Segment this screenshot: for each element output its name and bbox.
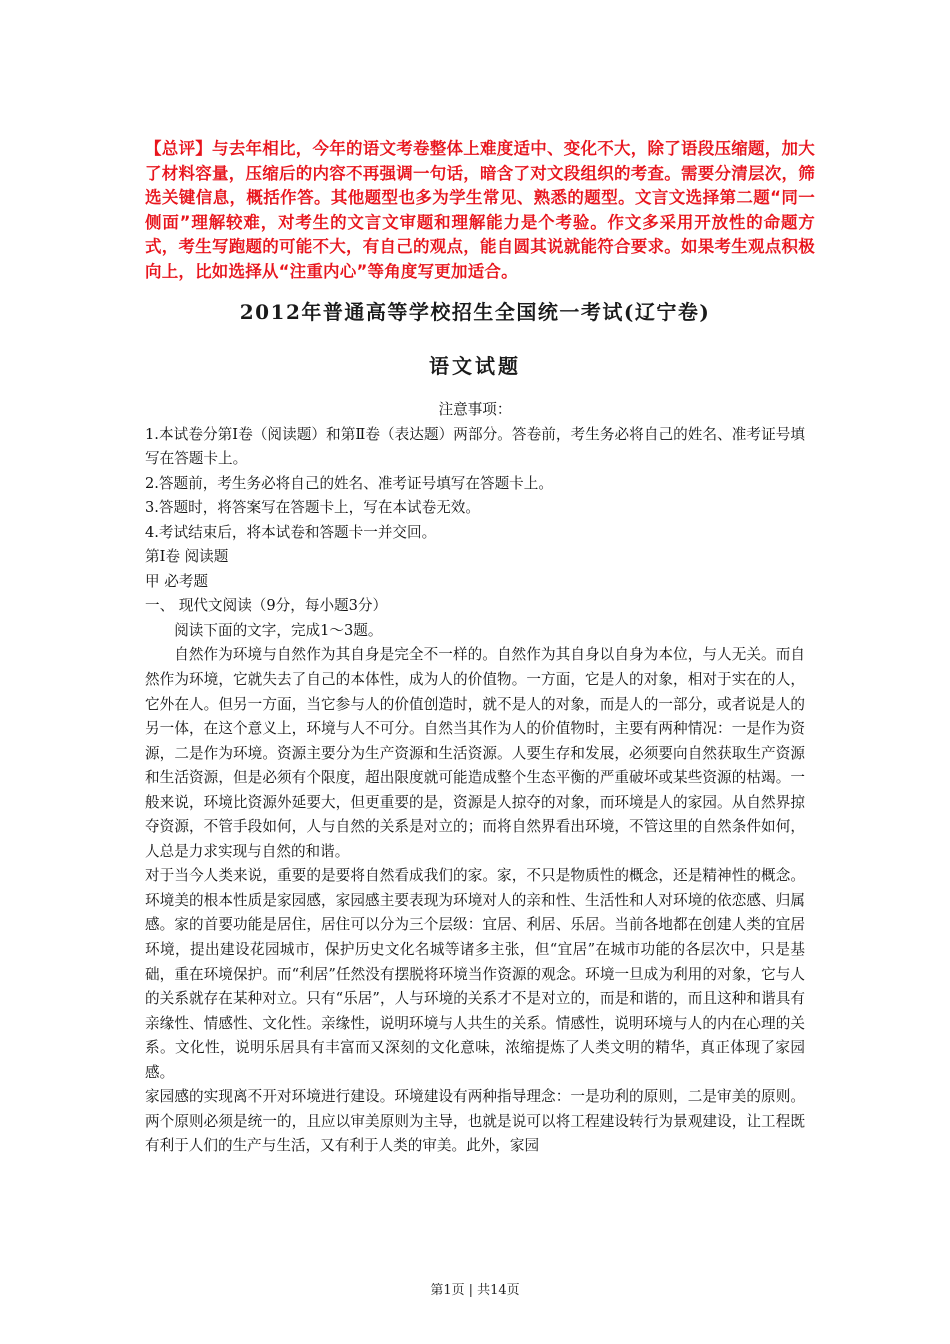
review-comment: 【总评】与去年相比，今年的语文考卷整体上难度适中、变化不大，除了语段压缩题，加大了材料容量，压缩后的内容不再强调一句话，暗含了对文段组织的考查。需要分清层次，筛选关键信息，概括作答。其他题型也多为学生常见、熟悉的题型。文言文选择第二题“同一侧面”理解较难，对考生的文言文审题和理解能力是个考验。作文多采用开放性的命题方式，考生写跑题的可能不大，有自己的观点，能自圆其说就能符合要求。如果考生观点积极向上，比如选择从“注重内心”等角度写更加适合。 [145, 139, 815, 281]
footer-total-prefix: 共 [477, 1283, 491, 1298]
section-heading: 甲 必考题 [145, 572, 209, 590]
notice-item: 2.答题前，考生务必将自己的姓名、准考证号填写在答题卡上。 [145, 474, 553, 492]
exam-body [145, 398, 805, 1159]
exam-title: 2012年普通高等学校招生全国统一考试(辽宁卷) [239, 300, 711, 324]
notice-item: 3.答题时，将答案写在答题卡上，写在本试卷无效。 [145, 499, 480, 517]
footer-page-suffix: 页 [451, 1283, 465, 1298]
footer-page-prefix: 第 [430, 1283, 444, 1298]
notice-item: 1.本试卷分第Ⅰ卷（阅读题）和第Ⅱ卷（表达题）两部分。答卷前，考生务必将自己的姓名、准考证号填写在答题卡上。 [145, 425, 805, 468]
footer-total-suffix: 页 [506, 1283, 520, 1298]
footer-page-number: 1 [443, 1283, 452, 1298]
exam-subtitle: 语文试题 [429, 354, 521, 378]
notice-heading: 注意事项： [438, 401, 512, 418]
page-footer [0, 1279, 950, 1298]
footer-total-pages: 14 [490, 1283, 507, 1298]
footer-separator: | [468, 1283, 474, 1298]
passage-paragraph: 自然作为环境与自然作为其自身是完全不一样的。自然作为其自身以自身为本位，与人无关。而自然作为环境，它就失去了自己的本体性，成为人的价值物。一方面，它是人的对象，相对于实在的人，它外在人。但另一方面，当它参与人的价值创造时，就不是人的对象，而是人的一部分，或者说是人的另一体，在这个意义上，环境与人不可分。自然当其作为人的价值物时，主要有两种情况：一是作为资源，二是作为环境。资源主要分为生产资源和生活资源。人要生存和发展，必须要向自然获取生产资源和生活资源，但是必须有个限度，超出限度就可能造成整个生态平衡的严重破坏或某些资源的枯竭。一般来说，环境比资源外延要大，但更重要的是，资源是人掠夺的对象，而环境是人的家园。从自然界掠夺资源，不管手段如何，人与自然的关系是对立的；而将自然界看出环境，不管这里的自然条件如何，人总是力求实现与自然的和谐。 [145, 646, 805, 860]
question-heading: 一、 现代文阅读（9分，每小题3分） [145, 597, 388, 615]
reading-instruction: 阅读下面的文字，完成1～3题。 [174, 621, 383, 639]
part-heading: 第Ⅰ卷 阅读题 [145, 548, 229, 566]
passage-paragraph: 对于当今人类来说，重要的是要将自然看成我们的家。家，不只是物质性的概念，还是精神性的概念。环境美的根本性质是家园感，家园感主要表现为环境对人的亲和性、生活性和人对环境的依恋感、归属感。家的首要功能是居住，居住可以分为三个层级：宜居、利居、乐居。当前各地都在创建人类的宜居环境，提出建设花园城市，保护历史文化名城等诸多主张，但“宜居”在城市功能的各层次中，只是基础，重在环境保护。而“利居”任然没有摆脱将环境当作资源的观念。环境一旦成为利用的对象，它与人的关系就存在某种对立。只有“乐居”，人与环境的关系才不是对立的，而是和谐的，而且这种和谐具有亲缘性、情感性、文化性。亲缘性，说明环境与人共生的关系。情感性，说明环境与人的内在心理的关系。文化性，说明乐居具有丰富而又深刻的文化意味，浓缩提炼了人类文明的精华，真正体现了家园感。 [145, 867, 805, 1081]
notice-item: 4.考试结束后，将本试卷和答题卡一并交回。 [145, 523, 437, 541]
passage-paragraph: 家园感的实现离不开对环境进行建设。环境建设有两种指导理念：一是功利的原则，二是审美的原则。两个原则必须是统一的，且应以审美原则为主导，也就是说可以将工程建设转行为景观建设，让工程既有利于人们的生产与生活，又有利于人类的审美。此外，家园 [145, 1088, 805, 1155]
